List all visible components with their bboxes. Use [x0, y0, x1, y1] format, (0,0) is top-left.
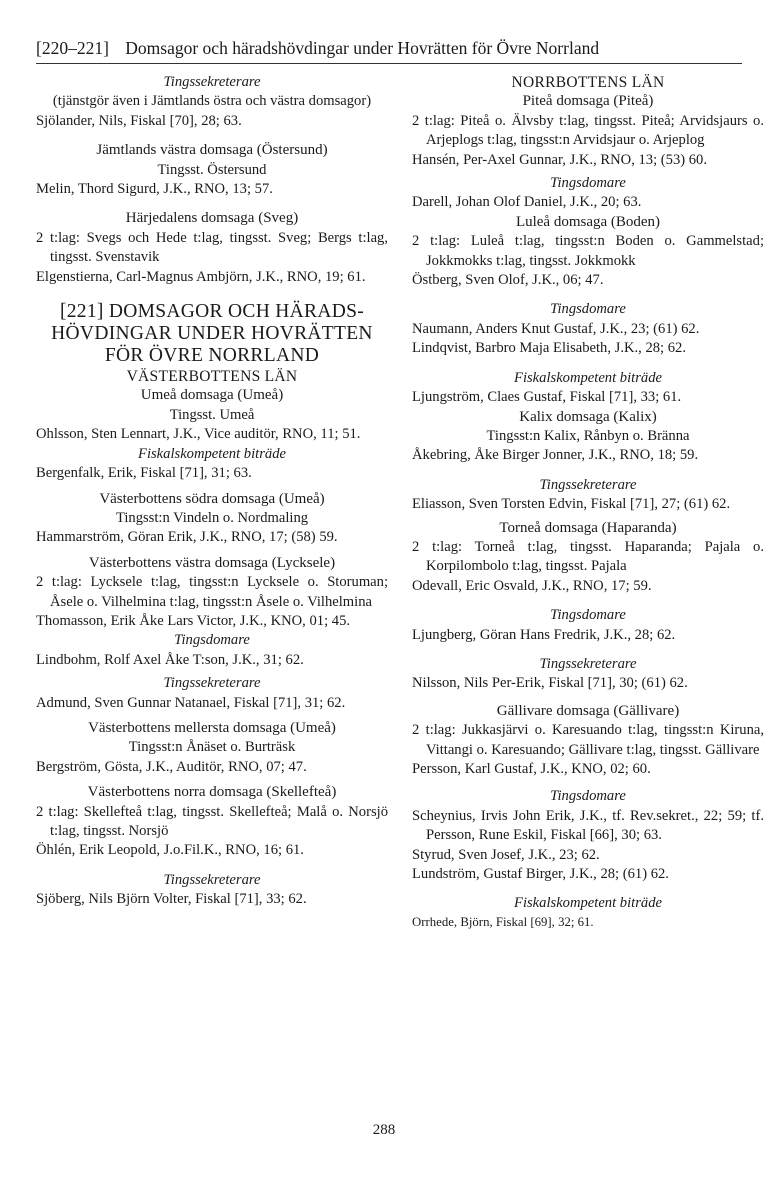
entry: Sjölander, Nils, Fiskal [70], 28; 63.	[36, 112, 242, 129]
role-heading: Tingssekreterare	[163, 74, 261, 90]
entry: Darell, Johan Olof Daniel, J.K., 20; 63.	[412, 194, 642, 211]
court-detail: 2 t:lag: Piteå o. Älvsby t:lag, tingsst. Piteå; Arvidsjaurs o. Arjeplogs t:lag, tingsst:n Arvidsjaur o. Arjeplog	[412, 112, 764, 149]
court-detail: 2 t:lag: Luleå t:lag, tingsst:n Boden o. Gammelstad; Jokkmokks t:lag, tingsst. Jokkmokk	[412, 233, 764, 269]
court-heading: Västerbottens norra domsaga (Skellefteå)	[87, 784, 337, 801]
entry: Ljungström, Claes Gustaf, Fiskal [71], 33; 61.	[412, 389, 682, 406]
role-heading: Tingssekreterare	[539, 476, 637, 493]
county-heading: VÄSTERBOTTENS LÄN	[126, 368, 298, 386]
court-seat: Tingsst:n Kalix, Rånbyn o. Bränna	[486, 427, 690, 444]
court-heading: Gällivare domsaga (Gällivare)	[496, 702, 680, 719]
entry: Åkebring, Åke Birger Jonner, J.K., RNO, 18; 59.	[412, 447, 699, 464]
entry: Östberg, Sven Olof, J.K., 06; 47.	[412, 272, 604, 289]
court-heading: Västerbottens västra domsaga (Lycksele)	[88, 554, 336, 571]
role-heading: Tingssekreterare	[163, 871, 261, 888]
court-detail: 2 t:lag: Skellefteå t:lag, tingsst. Skellefteå; Malå o. Norsjö t:lag, tingsst. Norsjö	[36, 803, 388, 839]
court-detail: 2 t:lag: Svegs och Hede t:lag, tingsst. Sveg; Bergs t:lag, tingsst. Svenstavik	[36, 229, 388, 266]
role-heading: Fiskalskompetent biträde	[514, 369, 662, 386]
court-heading: Piteå domsaga (Piteå)	[522, 93, 654, 110]
entry: Bergenfalk, Erik, Fiskal [71], 31; 63.	[36, 465, 252, 482]
role-heading: Tingsdomare	[550, 607, 626, 624]
court-heading: Kalix domsaga (Kalix)	[519, 408, 657, 425]
court-seat: Tingsst:n Ånäset o. Burträsk	[128, 739, 296, 756]
court-heading: Luleå domsaga (Boden)	[515, 213, 661, 230]
court-heading: Jämtlands västra domsaga (Östersund)	[96, 142, 328, 159]
entry: Sjöberg, Nils Björn Volter, Fiskal [71], 33; 62.	[36, 891, 307, 908]
role-heading: Tingssekreterare	[163, 675, 261, 692]
entry: Admund, Sven Gunnar Natanael, Fiskal [71], 31; 62.	[36, 694, 346, 711]
entry: Hansén, Per-Axel Gunnar, J.K., RNO, 13; (53) 60.	[412, 151, 708, 168]
county-heading: NORRBOTTENS LÄN	[511, 74, 665, 91]
role-heading: Tingsdomare	[550, 788, 626, 805]
entry: Ljungberg, Göran Hans Fredrik, J.K., 28; 62.	[412, 626, 676, 643]
header-title: Domsagor och häradshövdingar under Hovrätten för Övre Norrland	[125, 38, 600, 58]
entry: Melin, Thord Sigurd, J.K., RNO, 13; 57.	[36, 181, 273, 198]
role-heading: Fiskalskompetent biträde	[138, 445, 286, 462]
entry: Elgenstierna, Carl-Magnus Ambjörn, J.K., RNO, 19; 61.	[36, 268, 366, 285]
role-heading: Tingsdomare	[550, 175, 626, 192]
entry: Persson, Karl Gustaf, J.K., KNO, 02; 60.	[412, 761, 651, 777]
court-heading: Umeå domsaga (Umeå)	[140, 387, 284, 404]
entry: Lindbohm, Rolf Axel Åke T:son, J.K., 31; 62.	[36, 651, 304, 668]
court-detail: 2 t:lag: Jukkasjärvi o. Karesuando t:lag, tingsst:n Kiruna, Vittangi o. Karesuando; Gällivare t:lag, tingsst. Gällivare	[412, 722, 764, 758]
court-detail: 2 t:lag: Lycksele t:lag, tingsst:n Lycksele o. Storuman; Åsele o. Vilhelmina t:lag, tingsst:n Åsele o. Vilhelmina	[36, 574, 388, 610]
header-page-numbers: [220–221]	[36, 38, 109, 58]
court-heading: Västerbottens södra domsaga (Umeå)	[99, 490, 325, 507]
entry: Eliasson, Sven Torsten Edvin, Fiskal [71], 27; (61) 62.	[412, 496, 731, 513]
entry: Naumann, Anders Knut Gustaf, J.K., 23; (61) 62.	[412, 320, 700, 337]
court-seat: Tingsst. Östersund	[157, 161, 267, 178]
entry: Öhlén, Erik Leopold, J.o.Fil.K., RNO, 16; 61.	[36, 842, 304, 859]
running-header	[36, 38, 736, 59]
entry: Bergström, Gösta, J.K., Auditör, RNO, 07; 47.	[36, 758, 307, 775]
court-detail: 2 t:lag: Torneå t:lag, tingsst. Haparanda; Pajala o. Korpilombolo t:lag, tingsst. Pajala	[412, 538, 764, 575]
entry: Odevall, Eric Osvald, J.K., RNO, 17; 59.	[412, 577, 652, 594]
entry: Orrhede, Björn, Fiskal [69], 32; 61.	[412, 914, 594, 929]
entry: Lindqvist, Barbro Maja Elisabeth, J.K., 28; 62.	[412, 340, 687, 357]
header-rule	[36, 63, 742, 64]
entry: Hammarström, Göran Erik, J.K., RNO, 17; (58) 59.	[36, 529, 338, 546]
entry: Ohlsson, Sten Lennart, J.K., Vice auditör, RNO, 11; 51.	[36, 426, 361, 443]
court-seat: Tingsst:n Vindeln o. Nordmaling	[115, 509, 309, 526]
role-heading: Tingsdomare	[550, 301, 626, 318]
role-heading: Tingssekreterare	[539, 655, 637, 672]
page-number: 288	[372, 1122, 396, 1138]
role-heading: Fiskalskompetent biträde	[514, 895, 662, 912]
section-heading: [221] DOMSAGOR OCH HÄRADS-HÖVDINGAR UNDER HOVRÄTTEN FÖR ÖVRE NORRLAND	[51, 301, 373, 367]
role-heading: Tingsdomare	[174, 632, 250, 649]
right-column	[412, 73, 764, 930]
court-heading: Härjedalens domsaga (Sveg)	[125, 210, 299, 227]
entry: Lundström, Gustaf Birger, J.K., 28; (61) 62.	[412, 866, 669, 883]
entry: Nilsson, Nils Per-Erik, Fiskal [71], 30; (61) 62.	[412, 675, 688, 692]
note: (tjänstgör även i Jämtlands östra och västra domsagor)	[52, 93, 372, 110]
court-heading: Torneå domsaga (Haparanda)	[499, 519, 677, 536]
left-column	[36, 73, 388, 910]
entry: Scheynius, Irvis John Erik, J.K., tf. Rev.sekret., 22; 59; tf. Persson, Rune Eskil, Fiskal [66], 30; 63.	[412, 807, 764, 844]
entry: Styrud, Sven Josef, J.K., 23; 62.	[412, 846, 600, 863]
court-seat: Tingsst. Umeå	[169, 406, 255, 423]
entry: Thomasson, Erik Åke Lars Victor, J.K., KNO, 01; 45.	[36, 612, 351, 629]
court-heading: Västerbottens mellersta domsaga (Umeå)	[88, 719, 336, 736]
